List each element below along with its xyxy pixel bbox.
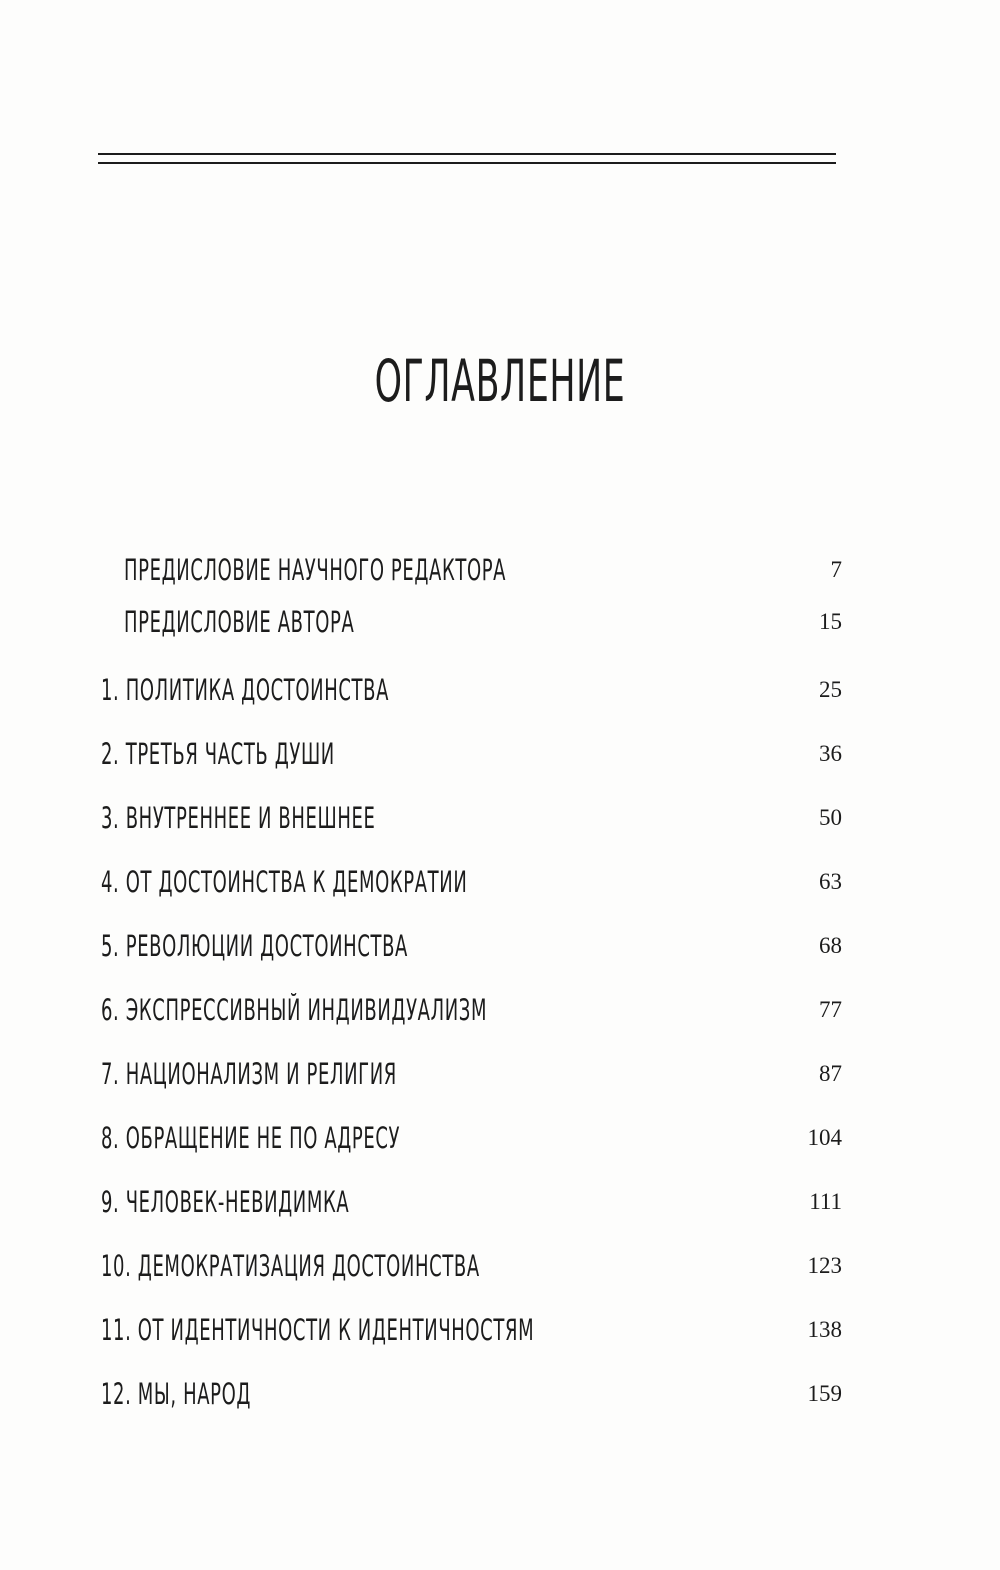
toc-entry-chapter-2[interactable] bbox=[0, 734, 1000, 774]
toc-entry-label: 1. ПОЛИТИКА ДОСТОИНСТВА bbox=[101, 673, 390, 707]
toc-entry-page: 77 bbox=[819, 997, 842, 1022]
toc-entry-chapter-3[interactable] bbox=[0, 798, 1000, 838]
toc-entry-label: 12. МЫ, НАРОД bbox=[101, 1377, 252, 1411]
toc-entry-page: 50 bbox=[819, 805, 842, 830]
toc-entry-chapter-7[interactable] bbox=[0, 1054, 1000, 1094]
toc-entry-chapter-12[interactable] bbox=[0, 1374, 1000, 1414]
toc-entry-chapter-5[interactable] bbox=[0, 926, 1000, 966]
toc-entry-chapter-4[interactable] bbox=[0, 862, 1000, 902]
top-rule-upper bbox=[98, 153, 836, 155]
toc-entry-page: 7 bbox=[830, 557, 842, 582]
toc-entry-page: 63 bbox=[819, 869, 842, 894]
toc-entry-page: 36 bbox=[819, 741, 842, 766]
toc-entry-page: 138 bbox=[807, 1317, 842, 1342]
page-title: ОГЛАВЛЕНИЕ bbox=[374, 347, 626, 415]
toc-entry-page: 87 bbox=[819, 1061, 842, 1086]
toc-entry-label: ПРЕДИСЛОВИЕ АВТОРА bbox=[124, 605, 355, 639]
toc-entry-label: 2. ТРЕТЬЯ ЧАСТЬ ДУШИ bbox=[101, 737, 335, 771]
toc-entry-chapter-11[interactable] bbox=[0, 1310, 1000, 1350]
toc-entry-chapter-10[interactable] bbox=[0, 1246, 1000, 1286]
toc-entry-page: 159 bbox=[807, 1381, 842, 1406]
toc-entry-page: 15 bbox=[819, 609, 842, 634]
toc-entry-chapter-9[interactable] bbox=[0, 1182, 1000, 1222]
toc-entry-label: 5. РЕВОЛЮЦИИ ДОСТОИНСТВА bbox=[101, 929, 408, 963]
toc-entry-page: 68 bbox=[819, 933, 842, 958]
toc-entry-preface-author[interactable] bbox=[0, 602, 1000, 642]
top-rule-lower bbox=[98, 162, 836, 164]
toc-entry-label: 9. ЧЕЛОВЕК-НЕВИДИМКА bbox=[101, 1185, 350, 1219]
toc-entry-label: 3. ВНУТРЕННЕЕ И ВНЕШНЕЕ bbox=[101, 801, 376, 835]
toc-entry-chapter-1[interactable] bbox=[0, 670, 1000, 710]
toc-entry-page: 123 bbox=[807, 1253, 842, 1278]
toc-entry-chapter-8[interactable] bbox=[0, 1118, 1000, 1158]
toc-entry-page: 25 bbox=[819, 677, 842, 702]
toc-entry-label: 7. НАЦИОНАЛИЗМ И РЕЛИГИЯ bbox=[101, 1057, 397, 1091]
toc-entry-page: 104 bbox=[807, 1125, 842, 1150]
toc-entry-label: 8. ОБРАЩЕНИЕ НЕ ПО АДРЕСУ bbox=[101, 1121, 401, 1155]
toc-entry-preface-editor[interactable] bbox=[0, 550, 1000, 590]
toc-entry-page: 111 bbox=[809, 1189, 842, 1214]
toc-entry-chapter-6[interactable] bbox=[0, 990, 1000, 1030]
toc-entry-label: 10. ДЕМОКРАТИЗАЦИЯ ДОСТОИНСТВА bbox=[101, 1249, 480, 1283]
toc-entry-label: 11. ОТ ИДЕНТИЧНОСТИ К ИДЕНТИЧНОСТЯМ bbox=[101, 1313, 535, 1347]
toc-entry-label: 6. ЭКСПРЕССИВНЫЙ ИНДИВИДУАЛИЗМ bbox=[101, 993, 488, 1027]
toc-entry-label: ПРЕДИСЛОВИЕ НАУЧНОГО РЕДАКТОРА bbox=[124, 553, 507, 587]
toc-entry-label: 4. ОТ ДОСТОИНСТВА К ДЕМОКРАТИИ bbox=[101, 865, 468, 899]
